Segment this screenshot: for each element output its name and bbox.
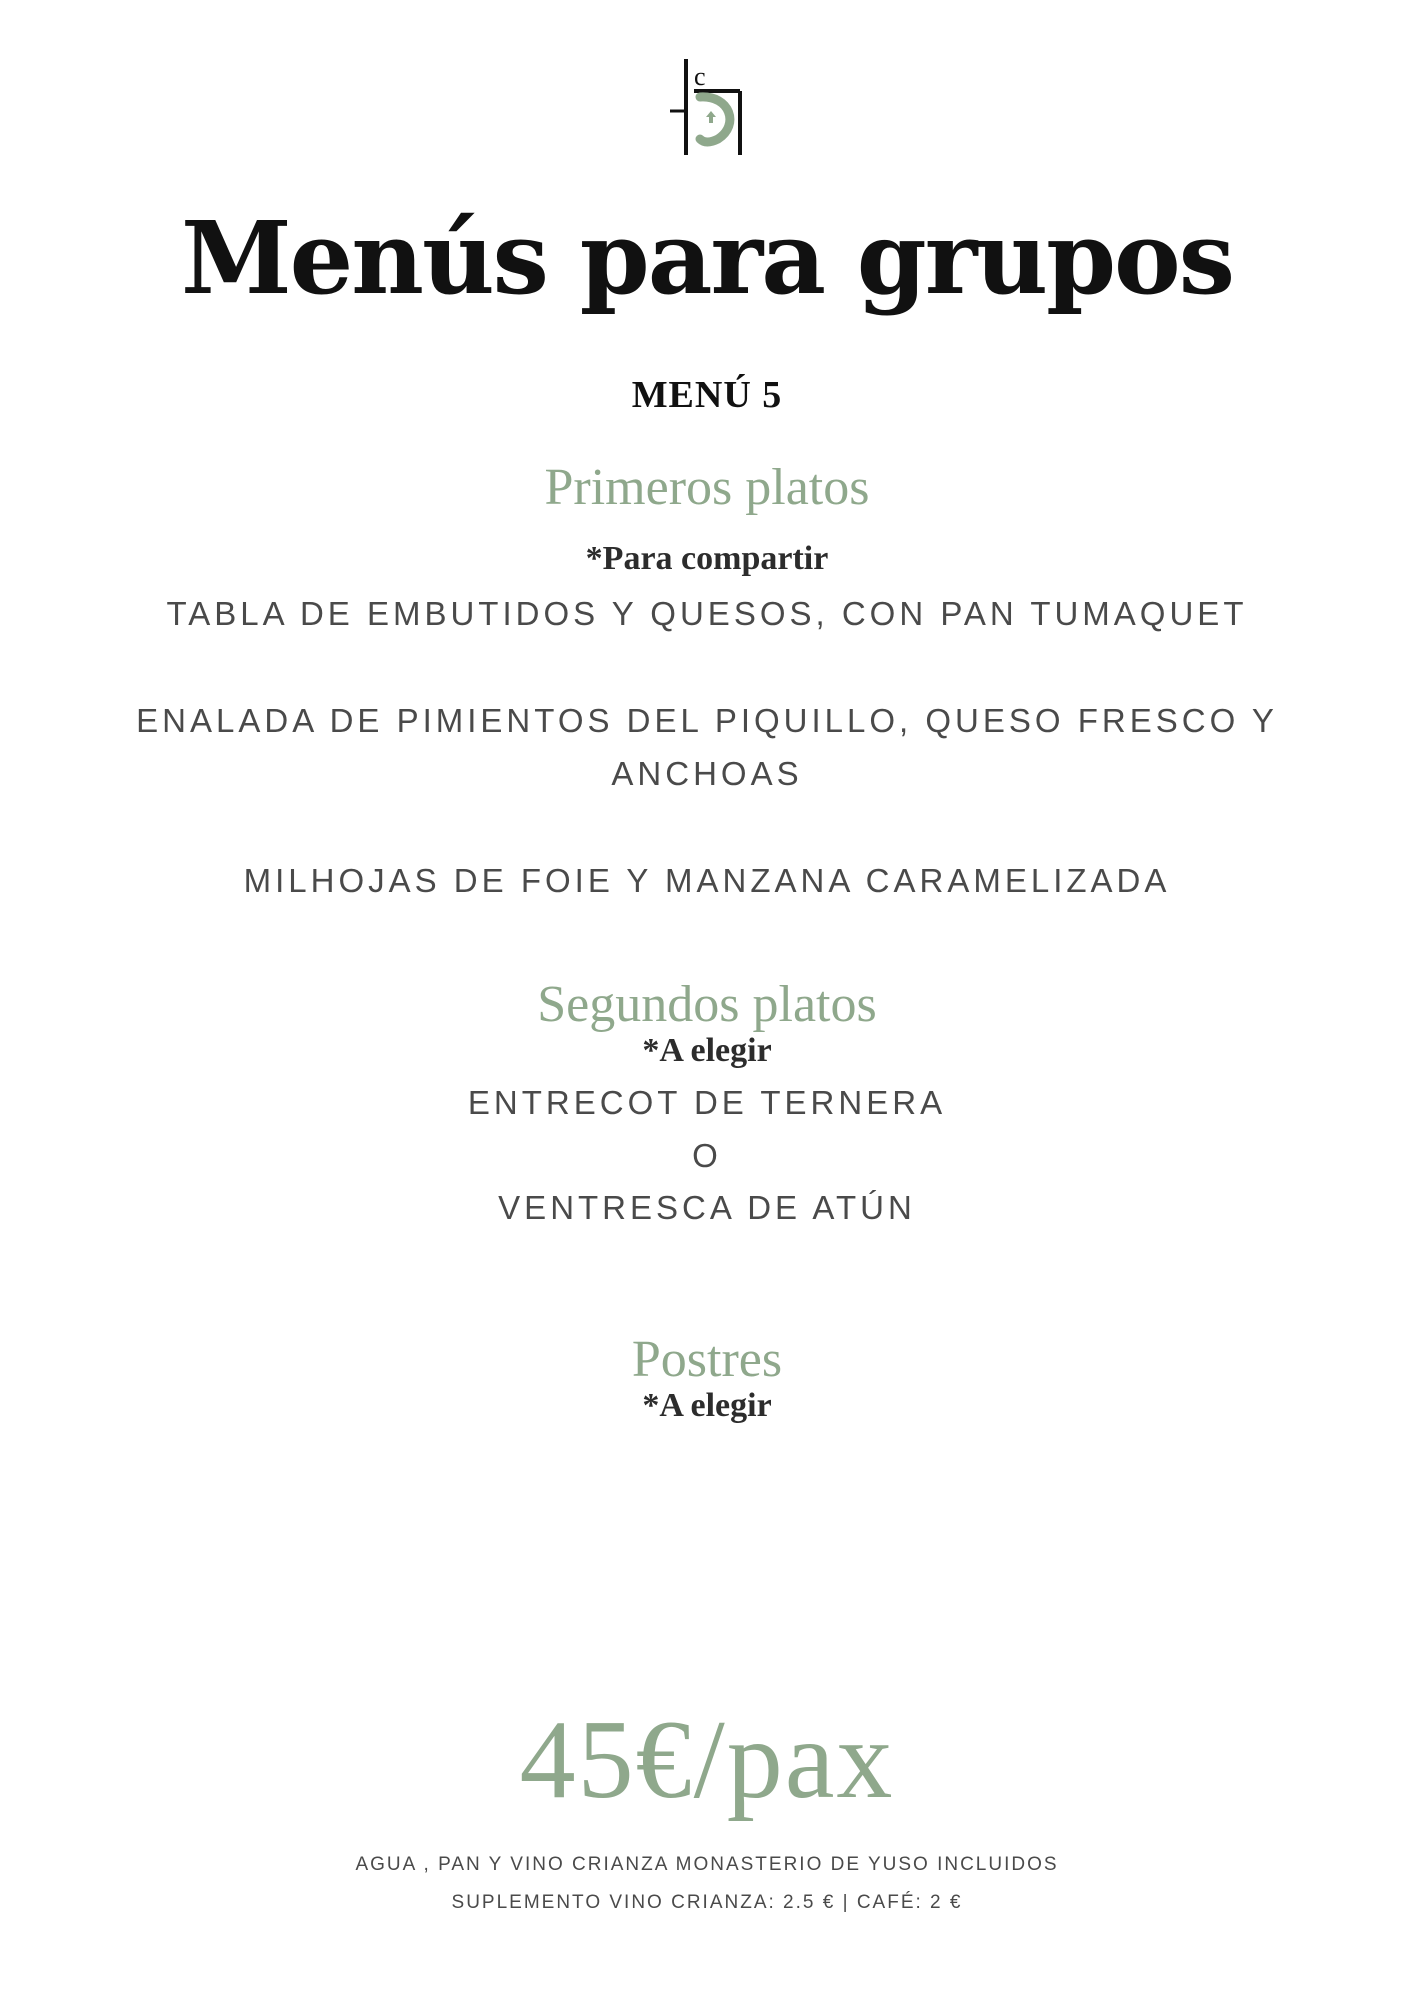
dish-item: ENTRECOT DE TERNERA bbox=[467, 1084, 947, 1121]
restaurant-logo-icon bbox=[660, 55, 750, 165]
second-courses-note: *A elegir bbox=[642, 1032, 772, 1069]
footer-included: AGUA , PAN Y VINO CRIANZA MONASTERIO DE YUSO INCLUIDOS bbox=[355, 1854, 1059, 1875]
dish-item: O bbox=[692, 1137, 722, 1174]
price: 45€/pax bbox=[519, 1698, 895, 1822]
first-courses-title: Primeros platos bbox=[544, 459, 870, 516]
dish-item: TABLA DE EMBUTIDOS Y QUESOS, CON PAN TUMAQUET bbox=[166, 595, 1248, 632]
first-courses-note: *Para compartir bbox=[585, 540, 829, 577]
dish-item: VENTRESCA DE ATÚN bbox=[498, 1189, 916, 1226]
footer-supplements: SUPLEMENTO VINO CRIANZA: 2.5 € | CAFÉ: 2 € bbox=[451, 1892, 963, 1913]
dish-item: MILHOJAS DE FOIE Y MANZANA CARAMELIZADA bbox=[243, 862, 1171, 899]
page-title: Menús para grupos bbox=[180, 199, 1234, 317]
menu-number: MENÚ 5 bbox=[631, 374, 783, 416]
desserts-title: Postres bbox=[631, 1331, 783, 1388]
svg-text:c: c bbox=[694, 62, 706, 91]
desserts-note: *A elegir bbox=[642, 1387, 772, 1424]
second-courses-title: Segundos platos bbox=[537, 976, 877, 1033]
dish-item: ANCHOAS bbox=[611, 755, 803, 792]
dish-item: ENALADA DE PIMIENTOS DEL PIQUILLO, QUESO FRESCO Y bbox=[136, 702, 1278, 739]
monogram-icon bbox=[660, 55, 750, 165]
